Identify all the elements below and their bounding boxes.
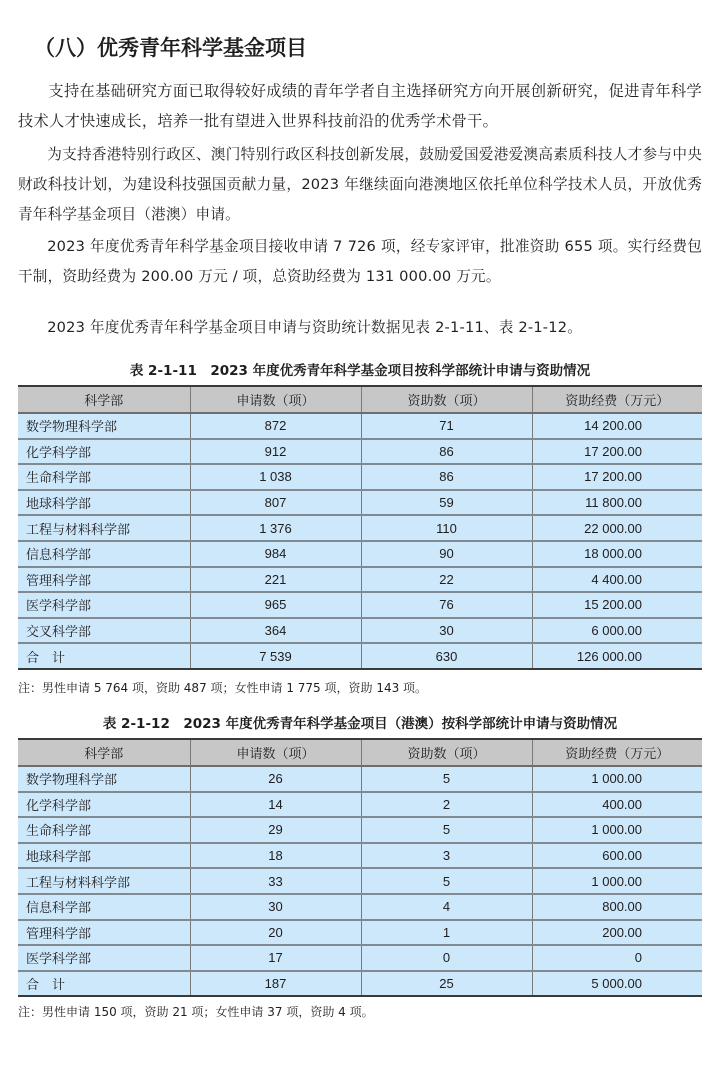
table-row xyxy=(18,515,702,541)
funded-cell: 86 xyxy=(361,464,532,490)
applications-cell: 1 376 xyxy=(190,515,361,541)
table-row xyxy=(18,592,702,618)
table-row xyxy=(18,490,702,516)
department-cell: 地球科学部 xyxy=(18,843,190,869)
funded-cell: 86 xyxy=(361,439,532,465)
applications-cell: 984 xyxy=(190,541,361,567)
funded-cell: 4 xyxy=(361,894,532,920)
table-row xyxy=(18,766,702,792)
funded-cell: 30 xyxy=(361,618,532,644)
paragraph-hk-macau: 为支持香港特别行政区、澳门特别行政区科技创新发展，鼓励爱国爱港爱澳高素质科技人才参与中央财政科技计划，为建设科技强国贡献力量，2023 年继续面向港澳地区依托单位科学技术人员，开放优秀青年科学基金项目（港澳）申请。 xyxy=(18,146,702,223)
applications-cell: 912 xyxy=(190,439,361,465)
table-row xyxy=(18,541,702,567)
funding-cell: 6 000.00 xyxy=(532,618,702,644)
applications-cell: 14 xyxy=(190,792,361,818)
department-cell: 交叉科学部 xyxy=(18,618,190,644)
department-cell: 信息科学部 xyxy=(18,541,190,567)
applications-cell: 20 xyxy=(190,920,361,946)
funding-cell: 17 200.00 xyxy=(532,439,702,465)
funded-cell: 630 xyxy=(361,643,532,669)
applications-cell: 187 xyxy=(190,971,361,997)
funded-cell: 2 xyxy=(361,792,532,818)
table-row xyxy=(18,464,702,490)
funding-cell: 1 000.00 xyxy=(532,868,702,894)
section-heading: （八）优秀青年科学基金项目 xyxy=(34,36,307,60)
applications-cell: 29 xyxy=(190,817,361,843)
applications-cell: 7 539 xyxy=(190,643,361,669)
funded-cell: 5 xyxy=(361,868,532,894)
table-row xyxy=(18,894,702,920)
applications-cell: 221 xyxy=(190,567,361,593)
table-row xyxy=(18,792,702,818)
table-row xyxy=(18,843,702,869)
funding-cell: 800.00 xyxy=(532,894,702,920)
funding-cell: 126 000.00 xyxy=(532,643,702,669)
paragraph-table-reference: 2023 年度优秀青年科学基金项目申请与资助统计数据见表 2-1-11、表 2-1-12。 xyxy=(47,319,583,336)
funded-cell: 22 xyxy=(361,567,532,593)
funding-cell: 14 200.00 xyxy=(532,413,702,439)
funding-cell: 400.00 xyxy=(532,792,702,818)
table-row xyxy=(18,920,702,946)
total-row xyxy=(18,971,702,997)
table-row xyxy=(18,439,702,465)
department-cell: 化学科学部 xyxy=(18,439,190,465)
applications-cell: 807 xyxy=(190,490,361,516)
department-cell: 合 计 xyxy=(18,971,190,997)
table-row xyxy=(18,868,702,894)
applications-cell: 33 xyxy=(190,868,361,894)
table1-body xyxy=(18,413,702,669)
department-cell: 信息科学部 xyxy=(18,894,190,920)
table1 xyxy=(18,385,702,670)
funding-cell: 4 400.00 xyxy=(532,567,702,593)
column-header-funding: 资助经费（万元） xyxy=(532,739,702,766)
column-header-department: 科学部 xyxy=(18,386,190,413)
funding-cell: 18 000.00 xyxy=(532,541,702,567)
department-cell: 管理科学部 xyxy=(18,567,190,593)
column-header-funding: 资助经费（万元） xyxy=(532,386,702,413)
applications-cell: 18 xyxy=(190,843,361,869)
funded-cell: 1 xyxy=(361,920,532,946)
table2 xyxy=(18,738,702,997)
applications-cell: 965 xyxy=(190,592,361,618)
table1-note: 注：男性申请 5 764 项，资助 487 项；女性申请 1 775 项，资助 143 项。 xyxy=(18,681,428,695)
department-cell: 医学科学部 xyxy=(18,945,190,971)
applications-cell: 17 xyxy=(190,945,361,971)
funding-cell: 600.00 xyxy=(532,843,702,869)
funded-cell: 90 xyxy=(361,541,532,567)
funding-cell: 5 000.00 xyxy=(532,971,702,997)
total-row xyxy=(18,643,702,669)
table2-caption: 表 2-1-12 2023 年度优秀青年科学基金项目（港澳）按科学部统计申请与资助情况 xyxy=(102,716,618,732)
funded-cell: 110 xyxy=(361,515,532,541)
funding-cell: 15 200.00 xyxy=(532,592,702,618)
column-header-applications: 申请数（项） xyxy=(190,386,361,413)
table-row xyxy=(18,567,702,593)
table2-note: 注：男性申请 150 项，资助 21 项；女性申请 37 项，资助 4 项。 xyxy=(18,1005,374,1019)
funded-cell: 0 xyxy=(361,945,532,971)
table2-header-row xyxy=(18,739,702,766)
applications-cell: 872 xyxy=(190,413,361,439)
paragraph-intro: 支持在基础研究方面已取得较好成绩的青年学者自主选择研究方向开展创新研究，促进青年科学技术人才快速成长，培养一批有望进入世界科技前沿的优秀学术骨干。 xyxy=(18,82,702,130)
department-cell: 生命科学部 xyxy=(18,464,190,490)
funded-cell: 25 xyxy=(361,971,532,997)
funding-cell: 11 800.00 xyxy=(532,490,702,516)
funded-cell: 76 xyxy=(361,592,532,618)
table-row xyxy=(18,817,702,843)
department-cell: 工程与材料科学部 xyxy=(18,868,190,894)
department-cell: 数学物理科学部 xyxy=(18,413,190,439)
table2-body xyxy=(18,766,702,996)
funded-cell: 71 xyxy=(361,413,532,439)
department-cell: 数学物理科学部 xyxy=(18,766,190,792)
funded-cell: 5 xyxy=(361,817,532,843)
applications-cell: 26 xyxy=(190,766,361,792)
department-cell: 工程与材料科学部 xyxy=(18,515,190,541)
column-header-funded: 资助数（项） xyxy=(361,386,532,413)
department-cell: 生命科学部 xyxy=(18,817,190,843)
table-row xyxy=(18,618,702,644)
funding-cell: 1 000.00 xyxy=(532,766,702,792)
applications-cell: 364 xyxy=(190,618,361,644)
funded-cell: 5 xyxy=(361,766,532,792)
funding-cell: 17 200.00 xyxy=(532,464,702,490)
column-header-funded: 资助数（项） xyxy=(361,739,532,766)
table1-header-row xyxy=(18,386,702,413)
department-cell: 地球科学部 xyxy=(18,490,190,516)
paragraph-funding-summary: 2023 年度优秀青年科学基金项目接收申请 7 726 项，经专家评审，批准资助 655 项。实行经费包干制，资助经费为 200.00 万元 / 项，总资助经费为 131 000.00 万元。 xyxy=(18,238,702,285)
table-row xyxy=(18,413,702,439)
funding-cell: 200.00 xyxy=(532,920,702,946)
applications-cell: 30 xyxy=(190,894,361,920)
department-cell: 合 计 xyxy=(18,643,190,669)
table-row xyxy=(18,945,702,971)
funded-cell: 59 xyxy=(361,490,532,516)
funded-cell: 3 xyxy=(361,843,532,869)
department-cell: 化学科学部 xyxy=(18,792,190,818)
applications-cell: 1 038 xyxy=(190,464,361,490)
column-header-applications: 申请数（项） xyxy=(190,739,361,766)
department-cell: 医学科学部 xyxy=(18,592,190,618)
funding-cell: 0 xyxy=(532,945,702,971)
department-cell: 管理科学部 xyxy=(18,920,190,946)
funding-cell: 22 000.00 xyxy=(532,515,702,541)
funding-cell: 1 000.00 xyxy=(532,817,702,843)
table1-caption: 表 2-1-11 2023 年度优秀青年科学基金项目按科学部统计申请与资助情况 xyxy=(129,363,591,379)
column-header-department: 科学部 xyxy=(18,739,190,766)
